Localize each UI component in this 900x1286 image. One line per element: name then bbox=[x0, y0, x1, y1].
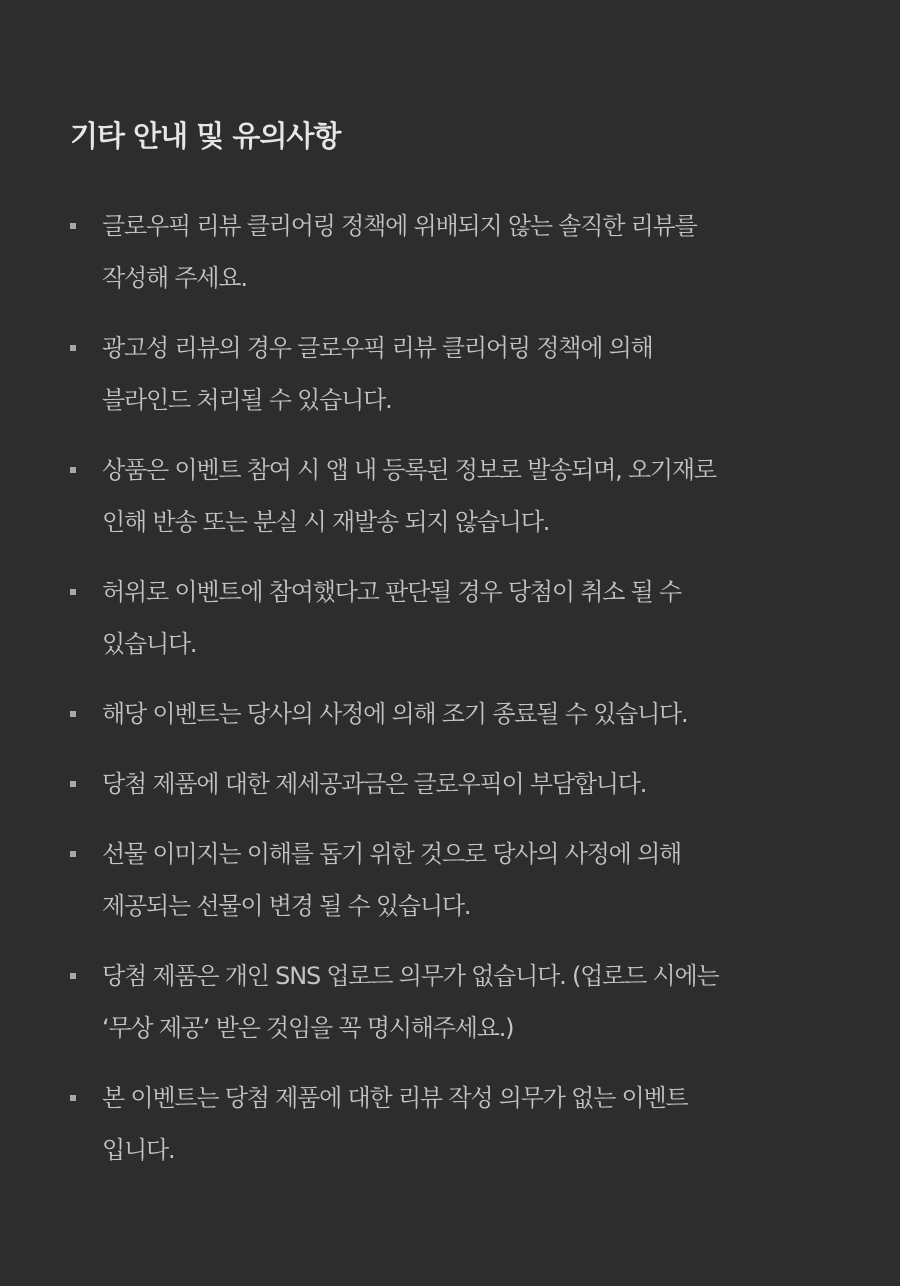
notice-item-5 bbox=[70, 688, 830, 740]
notice-item-8 bbox=[70, 950, 830, 1054]
bullet-square-icon bbox=[70, 1095, 76, 1101]
notice-item-line: 작성해 주세요. bbox=[102, 264, 247, 292]
notice-item-line: 본 이벤트는 당첨 제품에 대한 리뷰 작성 의무가 없는 이벤트 bbox=[102, 1084, 688, 1112]
notice-item-line: 제공되는 선물이 변경 될 수 있습니다. bbox=[102, 892, 471, 920]
notice-item-line: 허위로 이벤트에 참여했다고 판단될 경우 당첨이 취소 될 수 bbox=[102, 578, 682, 606]
notice-item-4 bbox=[70, 566, 830, 670]
bullet-square-icon bbox=[70, 345, 76, 351]
notice-item-6 bbox=[70, 758, 830, 810]
notice-item-2 bbox=[70, 322, 830, 426]
notice-title: 기타 안내 및 유의사항 bbox=[70, 119, 341, 153]
notice-item-line: 상품은 이벤트 참여 시 앱 내 등록된 정보로 발송되며, 오기재로 bbox=[102, 456, 716, 484]
notice-item-line: ‘무상 제공’ 받은 것임을 꼭 명시해주세요.) bbox=[102, 1014, 514, 1042]
notice-item-line: 글로우픽 리뷰 클리어링 정책에 위배되지 않는 솔직한 리뷰를 bbox=[102, 212, 697, 240]
notice-item-1 bbox=[70, 200, 830, 304]
bullet-square-icon bbox=[70, 467, 76, 473]
notice-list bbox=[70, 200, 830, 1176]
notice-item-line: 광고성 리뷰의 경우 글로우픽 리뷰 클리어링 정책에 의해 bbox=[102, 334, 653, 362]
bullet-square-icon bbox=[70, 851, 76, 857]
bullet-square-icon bbox=[70, 781, 76, 787]
notice-item-3 bbox=[70, 444, 830, 548]
notice-item-line: 입니다. bbox=[102, 1136, 175, 1164]
notice-item-line: 인해 반송 또는 분실 시 재발송 되지 않습니다. bbox=[102, 508, 550, 536]
bullet-square-icon bbox=[70, 589, 76, 595]
bullet-square-icon bbox=[70, 223, 76, 229]
notice-item-line: 블라인드 처리될 수 있습니다. bbox=[102, 386, 392, 414]
notice-item-line: 있습니다. bbox=[102, 630, 197, 658]
notice-item-7 bbox=[70, 828, 830, 932]
notice-item-line: 당첨 제품은 개인 SNS 업로드 의무가 없습니다. (업로드 시에는 bbox=[102, 962, 719, 990]
notice-item-9 bbox=[70, 1072, 830, 1176]
notice-item-line: 선물 이미지는 이해를 돕기 위한 것으로 당사의 사정에 의해 bbox=[102, 840, 682, 868]
bullet-square-icon bbox=[70, 711, 76, 717]
bullet-square-icon bbox=[70, 973, 76, 979]
notice-item-line: 해당 이벤트는 당사의 사정에 의해 조기 종료될 수 있습니다. bbox=[102, 700, 688, 728]
notice-item-line: 당첨 제품에 대한 제세공과금은 글로우픽이 부담합니다. bbox=[102, 770, 647, 798]
